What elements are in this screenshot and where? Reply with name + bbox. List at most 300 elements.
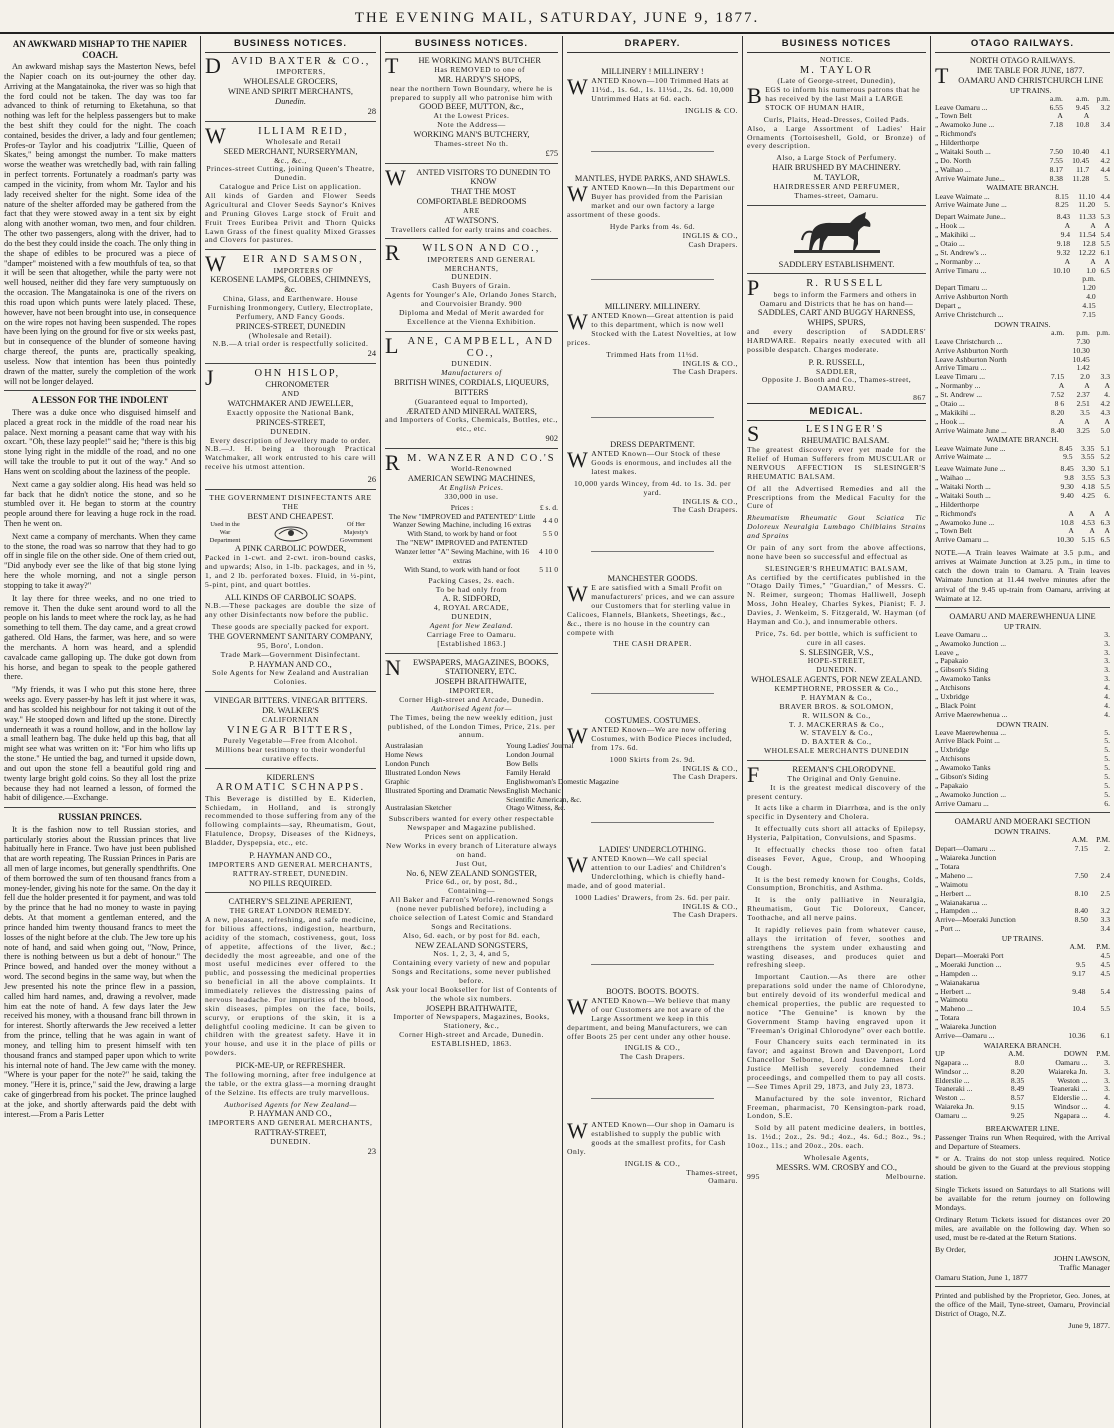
advert-title: BOOTS. BOOTS. BOOTS. [606, 987, 699, 997]
departure-time: A.M. [1069, 942, 1086, 952]
agent-name: D. BAXTER & Co., [801, 737, 872, 747]
advert-line: A. R. SIDFORD, [442, 594, 501, 604]
advert-line: Hyde Parks from 4s. 6d. [609, 221, 696, 231]
departure-time: 8.15 [1055, 191, 1069, 201]
advert-line: NEW ZEALAND SONGSTERS, [415, 940, 528, 950]
departure-time: 8.40 [1050, 425, 1065, 435]
departure-time: 11.20 [1078, 200, 1096, 210]
departure-time: a.m. [1051, 327, 1065, 337]
advert-line: WHOLESALE AGENTS, FOR NEW ZEALAND. [750, 675, 923, 685]
divider [591, 822, 714, 823]
station-name: „ Richmond's [935, 508, 977, 518]
advert-line: Every description of Jewellery made to order. [209, 435, 372, 445]
advert-line: Price, 7s. 6d. per bottle, which is sufficient to cure in all cases. [755, 628, 918, 647]
advert-line: Trade Mark—Government Disinfectant. [220, 649, 361, 659]
timetable-note: NOTE.—A Train leaves Waimate at 3.5 p.m., and arrives at Waimate Junction at 3.25 p.m., in time to catch the down train to Oamaru. A Train leaves Waimate Junction at 11.44 twelve minutes after the arrival of the 9.45 up-train from Oamaru, arriving at Waimate at 12. [935, 548, 1110, 603]
price-value: 5 11 0 [539, 564, 558, 574]
advert-line: Travellers called for early trains and coaches. [390, 224, 553, 234]
divider [591, 1098, 714, 1099]
departure-time: 7.30 [1076, 336, 1090, 346]
advert-number: 995 [747, 1171, 760, 1181]
advert-title: AVID BAXTER & CO., [231, 56, 371, 68]
departure-time: 8.43 [1056, 212, 1071, 222]
price-table [385, 504, 558, 575]
advert-line: RATTRAY-STREET, DUNEDIN. [232, 868, 349, 878]
advert-line: Also, 6d. each, or by post for 8d. each, [402, 930, 541, 940]
advert-line: &c., &c., [274, 155, 307, 165]
departure-time [1090, 347, 1110, 356]
advert-line: ÆRATED AND MINERAL WATERS, [406, 406, 537, 416]
departure-time: 10.45 [1072, 354, 1090, 364]
advert-title: ANTED VISITORS TO DUNEDIN TO KNOW [416, 167, 551, 187]
station-name: Arrive Timaru ... [935, 265, 987, 275]
station-name: „ Maheno ... [935, 1004, 973, 1014]
direction-heading: UP TRAINS. [1001, 934, 1044, 944]
departure-time: 7.15 [1082, 309, 1096, 319]
station-date: Oamaru Station, June 1, 1877 [935, 1272, 1028, 1282]
departure-time: p.m. [1076, 327, 1090, 337]
advert-line: HOPE-STREET, [807, 656, 866, 666]
crest-row [205, 521, 376, 544]
departure-time: 4.5 [1100, 959, 1110, 969]
station-name: Depart—Moeraki Port [935, 951, 1004, 961]
departure-time: 3. [1104, 1084, 1110, 1094]
departure-time: Windsor ... [1053, 1102, 1088, 1112]
price-value: 4 4 0 [542, 515, 558, 525]
advert-signature: INGLIS & CO., [624, 1043, 681, 1053]
departure-time: 9.32 [1056, 247, 1071, 257]
station-name: Arrive Waimate ... [935, 452, 991, 462]
drop-cap: W [567, 723, 589, 749]
departure-time [1044, 284, 1070, 293]
departure-time: 4. [1104, 700, 1110, 710]
advert-line: MR. HARDY'S SHOPS, [438, 74, 522, 84]
advert-line: Thames-street, Oamaru. [794, 190, 879, 200]
departure-time [1042, 130, 1062, 139]
horse-icon [792, 210, 882, 256]
departure-time: 4.2 [1100, 155, 1110, 165]
timetable-note: * or A. Trains do not stop unless required. Notice should be given to the Guard at the previous stopping station. [935, 1154, 1110, 1182]
publication: Bow Bells [506, 759, 538, 769]
column-5 [742, 36, 930, 1428]
station-name: Depart—Oamaru ... [935, 844, 996, 854]
publication: English Mechanic [506, 785, 562, 795]
departure-time: 4.0 [1086, 292, 1096, 302]
station-name: „ Waimotu [935, 995, 968, 1005]
advert-line: RATTRAY-STREET, [254, 1128, 327, 1138]
advert-signature: Thames-street, [686, 1167, 738, 1177]
drop-cap: J [205, 365, 216, 391]
advert-line: 95, Boro', London. [257, 640, 324, 650]
departure-time: 4.2 [1100, 398, 1110, 408]
advert-line: Also, a Large Stock of Perfumery. [776, 153, 897, 163]
advert-line: WINE AND SPIRIT MERCHANTS, [227, 87, 353, 97]
station-name: Waiareka Jn. [935, 1102, 975, 1112]
advert-line: Subscribers wanted for every other respectable Newspaper and Magazine published. [388, 814, 555, 833]
advert-line: Note the Address— [437, 120, 506, 130]
departure-time: 5.0 [1100, 425, 1110, 435]
advert-line: Also, a Large Assortment of Ladies' Hair Ornaments (Tortoiseshell, Gold, or Bronze) of every description. [747, 123, 926, 151]
station-name: „ Papakaio [935, 780, 969, 790]
drop-cap: T [935, 62, 949, 88]
advert-line: (Wholesale and Retail). [248, 330, 333, 340]
column-heading: BUSINESS NOTICES [747, 36, 926, 53]
divider [935, 607, 1110, 608]
departure-time: 8.40 [1074, 906, 1088, 916]
advert-line: WHOLESALE MERCHANTS DUNEDIN [763, 746, 910, 756]
departure-time: 2.37 [1076, 390, 1090, 400]
timetable-note: Single Tickets issued on Saturdays to all Stations will be available for the return journey on following Mondays. [935, 1184, 1110, 1212]
advert-signature: INGLIS & CO. [684, 105, 738, 115]
departure-time: 5. [1104, 745, 1110, 755]
advert-line: CHRONOMETER [265, 380, 330, 390]
advert-line: SEED MERCHANT, NURSERYMAN, [223, 146, 358, 156]
drop-cap: W [385, 164, 406, 190]
advert-line: IMPORTERS AND GENERAL MERCHANTS, [208, 859, 373, 869]
departure-time [1063, 925, 1088, 934]
divider [935, 812, 1110, 813]
station-name: „ Normanby ... [935, 256, 981, 266]
departure-time: 5.2 [1100, 452, 1110, 462]
advert-line: (Guaranteed equal to Imported), [414, 396, 529, 406]
advert-signature: INGLIS & CO., [682, 763, 738, 773]
advert-line: Corner High-street and Arcade, Dunedin. [399, 694, 544, 704]
station-name: „ Richmond's [935, 129, 977, 139]
advert-line: PRINCES-STREET, [255, 417, 326, 427]
advert-line: CATHERY'S SELZINE APERIENT, [228, 897, 353, 907]
column-3 [380, 36, 619, 1428]
table-row [935, 536, 1110, 545]
station-name: Arrive—Oamaru ... [935, 1030, 995, 1040]
station-name: „ Black Point [935, 700, 976, 710]
timetable-note: Passenger Trains run When Required, with the Arrival and Departure of Steamers. [935, 1133, 1110, 1152]
timetable-note: Ordinary Return Tickets issued for distances over 20 miles, are available on the following day. When so used, must be re-dated at the Return Stations. [935, 1214, 1110, 1243]
agent-name: R. WILSON & Co., [802, 710, 871, 720]
advert-line: World-Renowned [450, 464, 512, 474]
royal-crest-icon [271, 524, 311, 542]
departure-time: 10.30 [1072, 345, 1090, 355]
advert-line: P. HAYMAN AND CO., [249, 659, 332, 669]
station-name: „ Hampden ... [935, 968, 978, 978]
advert-line: Of Her Majesty's Government [339, 521, 373, 544]
direction-heading: DOWN TRAIN. [996, 719, 1049, 729]
advert-line: Millions bear testimony to their wonderful curative effects. [215, 744, 366, 763]
departure-time: 8.50 [1074, 915, 1088, 925]
departure-time: 8.20 [1010, 1066, 1025, 1076]
advert-line: AT WATSON'S. [444, 215, 499, 225]
timetable-subheading: NORTH OTAGO RAILWAYS. [969, 56, 1076, 66]
advert-line: SLESINGER'S RHEUMATIC BALSAM, [765, 563, 908, 573]
departure-time [1090, 338, 1110, 347]
advert-line: VINEGAR BITTERS. VINEGAR BITTERS. [213, 696, 368, 706]
advert-manchester [567, 574, 738, 649]
timetable [935, 729, 1110, 809]
article-paragraph: "My friends, it was I who put this stone here, three weeks ago. Every passer-by has left it just where it was, and has scolded his neighbour for not taking it out of the way." He stooped down and lifted up the stone. Directly underneath it was a round hollow, and in the hollow lay a small leathern bag. The duke held up this bag, that all might see what was written on it: "For him who lifts up the stone." He untied the bag, and turned it upside down, and out upon the stone fell a beautiful gold ring and twenty large bright gold coins. So they all lost the prize because they had not learned a lesson, of formed the habit of diligence.—Exchange. [4, 685, 196, 803]
departure-time: A [1090, 256, 1096, 266]
column-1 [0, 36, 200, 1428]
advert-line: SADDLER, [816, 366, 857, 376]
departure-time: 11.54 [1078, 230, 1096, 240]
advert-selzine [205, 897, 376, 1156]
departure-time: 3. [1104, 638, 1110, 648]
publication: Home News [385, 750, 423, 760]
station-name: Windsor ... [935, 1066, 969, 1076]
departure-time: 4.25 [1081, 490, 1095, 500]
departure-time: 10.8 [1075, 120, 1090, 130]
departure-time: 10.45 [1072, 155, 1090, 165]
departure-time: A [1064, 256, 1071, 266]
departure-time: 3.3 [1100, 915, 1110, 925]
departure-time: 7.18 [1049, 120, 1063, 130]
departure-time: A [1083, 111, 1090, 121]
advert-line: It rapidly relieves pain from whatever cause, allays the irritation of fever, soothes and strengthens the system under exhausting and wasting diseases, and produces quiet and refreshing sleep. [747, 924, 926, 970]
advert-line: ANTED Known—We are now offering Costumes, with Bodice Pieces included, from 17s. 6d. [591, 725, 733, 752]
column-heading: DRAPERY. [567, 36, 738, 53]
departure-time: 2. [1104, 844, 1110, 854]
departure-time: 10.30 [1056, 535, 1074, 545]
station-name: „ Gibson's Siding [935, 771, 989, 781]
advert-line: Authorised Agents for New Zealand— [224, 1099, 357, 1109]
divider [747, 205, 926, 206]
divider [205, 892, 376, 893]
departure-time: 3.2 [1100, 102, 1110, 112]
divider [591, 417, 714, 418]
publication: London Punch [385, 759, 430, 769]
departure-time: 4. [1104, 683, 1110, 692]
station-name: Arrive—Moeraki Junction [935, 915, 1016, 925]
drop-cap: W [567, 447, 589, 473]
price-item: The "NEW" IMPROVED and PATENTED Wanzer letter "A" Sewing Machine, with 16 extras [395, 538, 530, 565]
station-name: Ngapara ... [935, 1057, 969, 1067]
advert-line: Containing— [448, 886, 495, 896]
station-name: Leave Timaru ... [935, 372, 985, 382]
advert-title: COSTUMES. COSTUMES. [604, 716, 701, 726]
drop-cap: W [567, 309, 589, 335]
drop-cap: W [567, 1118, 589, 1144]
advert-line: Manufactured by the sole inventor, Richard Freeman, pharmacist, 70 Kensington-park road, London, S.E. [747, 1093, 926, 1121]
departure-time: 8.49 [1010, 1084, 1025, 1094]
line-heading: OAMARU AND MAEREWHENUA LINE [949, 611, 1096, 621]
price-value: 4 10 0 [539, 547, 558, 557]
drop-cap: L [385, 332, 401, 358]
advert-wilson [385, 240, 558, 326]
advert-line: Agent for New Zealand. [429, 620, 514, 630]
drop-cap: W [567, 181, 589, 207]
divider [591, 151, 714, 152]
station-name: „ Awamoko Junction ... [935, 638, 1007, 648]
departure-time [1089, 130, 1110, 139]
departure-time: 5. [1104, 780, 1110, 790]
advert-line: Opposite J. Booth and Co., Thames-street, OAMARU. [761, 375, 912, 394]
departure-time: 7.50 [1074, 870, 1088, 880]
advert-title: LESINGER'S [805, 424, 885, 436]
advert-line: 1000 Skirts from 2s. 9d. [609, 754, 696, 764]
advert-line: N.B.—J. H. being a thorough Practical Watchmaker, all work entrusted to his care will receive his utmost attention. [205, 444, 376, 472]
divider [205, 363, 376, 364]
departure-time: A [1104, 526, 1110, 536]
advert-line: Prices sent on application. [424, 832, 519, 842]
advert-title: ILLIAM REID, [258, 125, 349, 137]
departure-time: 3. [1104, 1066, 1110, 1076]
advert-line: Thames-street No th. [434, 138, 509, 148]
price-value: £ s. d. [539, 502, 558, 512]
advert-signature: INGLIS & CO., [682, 230, 738, 240]
station-name: „ Waianakarua [935, 977, 980, 987]
timetable [935, 465, 1110, 545]
advert-line: This Beverage is distilled by E. Kiderlen, Schiedam, in Holland, and is strongly recommended to those suffering from any of the following complaints—say, Rheumatism, Gout, Flatulence, Dropsy, Diseases of the Kidneys, Bladder, Dyspepsia, etc., etc. [205, 793, 376, 848]
article-headline: AN AWKWARD MISHAP TO THE NAPIER COACH. [12, 39, 188, 60]
divider [591, 551, 714, 552]
advert-title: DRESS DEPARTMENT. [610, 440, 695, 450]
drop-cap: B [747, 83, 763, 109]
line-heading: OAMARU AND CHRISTCHURCH LINE [958, 75, 1104, 85]
advert-signature: INGLIS & CO., [682, 496, 738, 506]
advert-signature: Cash Drapers. [688, 239, 738, 249]
advert-line: THE GOVERNMENT SANITARY COMPANY, [208, 632, 373, 642]
advert-line: It effectually checks those too often fatal diseases Fever, Ague, Croup, and Whooping Cough. [747, 844, 926, 872]
advert-line: Packed in 1-cwt. and 2-cwt. iron-bound casks, and upwards; Also, in 1-lb. packages, and in ½, 1, and 2 lb. perforated boxes. Fluid, in ½-pint, 5-pint, pint, and quart bottles. [205, 553, 376, 589]
departure-time: 9.45 [1075, 102, 1090, 112]
station-name: „ Awamoko June ... [935, 517, 995, 527]
direction-heading: UP TRAINS. [1009, 85, 1052, 95]
departure-time: 11.7 [1076, 164, 1090, 174]
publication: Englishwoman's Domestic Magazine [506, 776, 619, 786]
advert-line: New Works in every branch of Literature always on hand. [386, 840, 557, 859]
table-row [385, 566, 558, 575]
departure-time: A [1104, 416, 1110, 426]
departure-time: 3.35 [1081, 443, 1095, 453]
departure-time: 9.4 [1060, 230, 1071, 240]
advert-line: To be had only from [435, 584, 508, 594]
advert-number: 902 [545, 434, 558, 444]
advert-lane-campbell [385, 332, 558, 444]
price-value: 5 5 0 [542, 529, 558, 539]
advert-title: HE WORKING MAN'S BUTCHER [418, 56, 541, 66]
departure-time: 1.42 [1076, 363, 1090, 373]
publication: Scientific American, &c. [506, 794, 582, 804]
advert-title: LADIES' UNDERCLOTHING. [598, 845, 707, 855]
advert-line: It is the best remedy known for Coughs, Colds, Consumption, Bronchitis, and Asthma. [747, 874, 926, 893]
departure-time: A [1104, 221, 1110, 231]
departure-time: 5. [1104, 763, 1110, 773]
price-item: Prices : [450, 502, 474, 512]
advert-line: EGS to inform his numerous patrons that he has received by the last Mail a LARGE STOCK OF HUMAN HAIR, [765, 85, 921, 112]
agent-name: KEMPTHORNE, PROSSER & Co., [774, 684, 899, 694]
advert-line: AND [281, 389, 300, 399]
departure-time [1044, 311, 1070, 320]
station-name: „ Waihao ... [935, 473, 971, 483]
divider [591, 693, 714, 694]
line-heading: OAMARU AND MOERAKI SECTION [954, 817, 1091, 827]
departure-time: 8.45 [1059, 443, 1073, 453]
departure-time: 8.35 [1010, 1075, 1025, 1085]
advert-line: KEROSENE LAMPS, GLOBES, CHIMNEYS, &c. [210, 275, 371, 295]
advert-hislop [205, 365, 376, 485]
advert-line: VINEGAR BITTERS, [226, 724, 355, 736]
advert-title: MILLINERY ! MILLINERY ! [601, 67, 704, 77]
departure-time: 8.25 [1055, 200, 1069, 210]
departure-time: A [1104, 256, 1110, 266]
advert-line: AROMATIC SCHNAPPS. [215, 782, 366, 794]
departure-time: 8.20 [1050, 407, 1065, 417]
station-name: Depart Timaru ... [935, 283, 988, 293]
departure-time: A [1084, 416, 1090, 426]
departure-time: a.m. [1076, 93, 1090, 103]
drop-cap: T [385, 53, 399, 79]
departure-time: p.m. [1096, 93, 1110, 103]
advert-line: near the northern Town Boundary, where he is prepared to supply all who patronise him with [390, 83, 553, 102]
drop-cap: P [747, 275, 762, 301]
advert-line: NOTICE. [819, 55, 854, 65]
divider [205, 489, 376, 490]
departure-time: 5. [1104, 736, 1110, 746]
station-name: „ Hook ... [935, 221, 965, 231]
advert-line: ANTED Known—Great attention is paid to this department, which is now well Stocked with the Latest Novelties, at low prices. [567, 311, 737, 347]
column-2 [200, 36, 380, 1428]
departure-time: 9.18 [1056, 238, 1071, 248]
station-name: Leave Waimate June ... [935, 464, 1006, 474]
advert-line: A new, pleasant, refreshing, and safe medicine, for bilious affections, indigestion, heartburn, acidity of the stomach, costiveness, gout, loss of appetite, affections of the liver, &c.; decidedly the most agreeable, and one of the most useful medicines ever offered to the public, and possessing the medicinal properties so beneficial in all the above complaints. It immediately relieves the distressing pains of nervous headache. For impurities of the blood, skin diseases, pimples on the face, boils, scurvy, or eruptions of the skin, it is a delightful cooling medicine. It can be given to children with the greatest safety. Have it in your house, and use it in the place of pills or powders. [205, 915, 376, 1058]
table-row [935, 640, 1110, 649]
departure-time: 3. [1104, 647, 1110, 657]
advert-line: Has REMOVED to one of [434, 64, 526, 74]
station-name: „ Waitaki North ... [935, 482, 991, 492]
article-paragraph: There was a duke once who disguised himself and placed a great rock in the middle of the road near his palace. Next morning a peasant came that way with his oxcart. "Oh, these lazy people!" said he; "there is this big stone lying right in the middle of the road, and no one will take the trouble to put it out of the way." And so Hans went on scolding about the laziness of the people. [4, 407, 196, 476]
table-row [935, 1005, 1110, 1014]
masthead [0, 4, 1114, 34]
departure-time: 2.5 [1100, 888, 1110, 898]
departure-time: 9.40 [1060, 490, 1074, 500]
advert-line: Or pain of any sort from the above affections, none have been so successful and effectual as [747, 542, 926, 561]
timetable [935, 95, 1110, 184]
departure-time: 6. [1104, 798, 1110, 808]
station-name: „ Herbert ... [935, 986, 972, 996]
divider [385, 163, 558, 164]
advert-line: All Baker and Farron's World-renowned Songs (none never published before), including a choice selection of Latest Comic and Standard Songs and Recitations. [389, 895, 554, 931]
departure-time: 8.57 [1010, 1093, 1025, 1103]
imprint: Printed and published by the Proprietor, Geo. Jones, at the office of the Mail, Tyne-street, Oamaru, Provincial District of Otago, N.Z. [935, 1290, 1110, 1318]
station-name: Oamaru ... [935, 1111, 968, 1121]
advert-line: Agents for Younger's Ale, Orlando Jones Starch, and Courvoisier Brandy. 900 [386, 290, 557, 309]
departure-time: 6.1 [1100, 1030, 1110, 1040]
advert-line: THE GREAT LONDON REMEDY. [229, 906, 352, 916]
station-name: „ Makihiki ... [935, 230, 976, 240]
advert-line: IMPORTER, [449, 686, 494, 696]
divider [747, 760, 926, 761]
departure-time [1044, 347, 1064, 356]
advert-line: DUNEDIN. [270, 1136, 311, 1146]
departure-time: Teaneraki ... [1049, 1084, 1088, 1094]
advert-line: Wholesale Agents, [803, 1152, 870, 1162]
station-name: „ Waiareka Junction [935, 1022, 997, 1032]
table-row [935, 854, 1110, 863]
drop-cap: W [567, 994, 589, 1020]
publication: Australasian Sketcher [385, 803, 452, 813]
station-name: Depart Waimate June... [935, 212, 1006, 222]
timetable [935, 193, 1110, 211]
advert-line: THE GOVERNMENT DISINFECTANTS ARE THE [209, 492, 372, 511]
drop-cap: S [747, 421, 762, 447]
advert-line: P. R. RUSSELL, [808, 357, 865, 367]
station-name: „ Otaio ... [935, 398, 965, 408]
direction-heading: DOWN TRAINS. [994, 319, 1051, 329]
drop-cap: R [385, 449, 402, 475]
departure-time: 5.1 [1100, 443, 1110, 453]
publication: Illustrated London News [385, 767, 461, 777]
advert-line: 330,000 in use. [444, 491, 499, 501]
departure-time: Waiareka Jn. [1048, 1066, 1088, 1076]
departure-time [1096, 275, 1110, 284]
